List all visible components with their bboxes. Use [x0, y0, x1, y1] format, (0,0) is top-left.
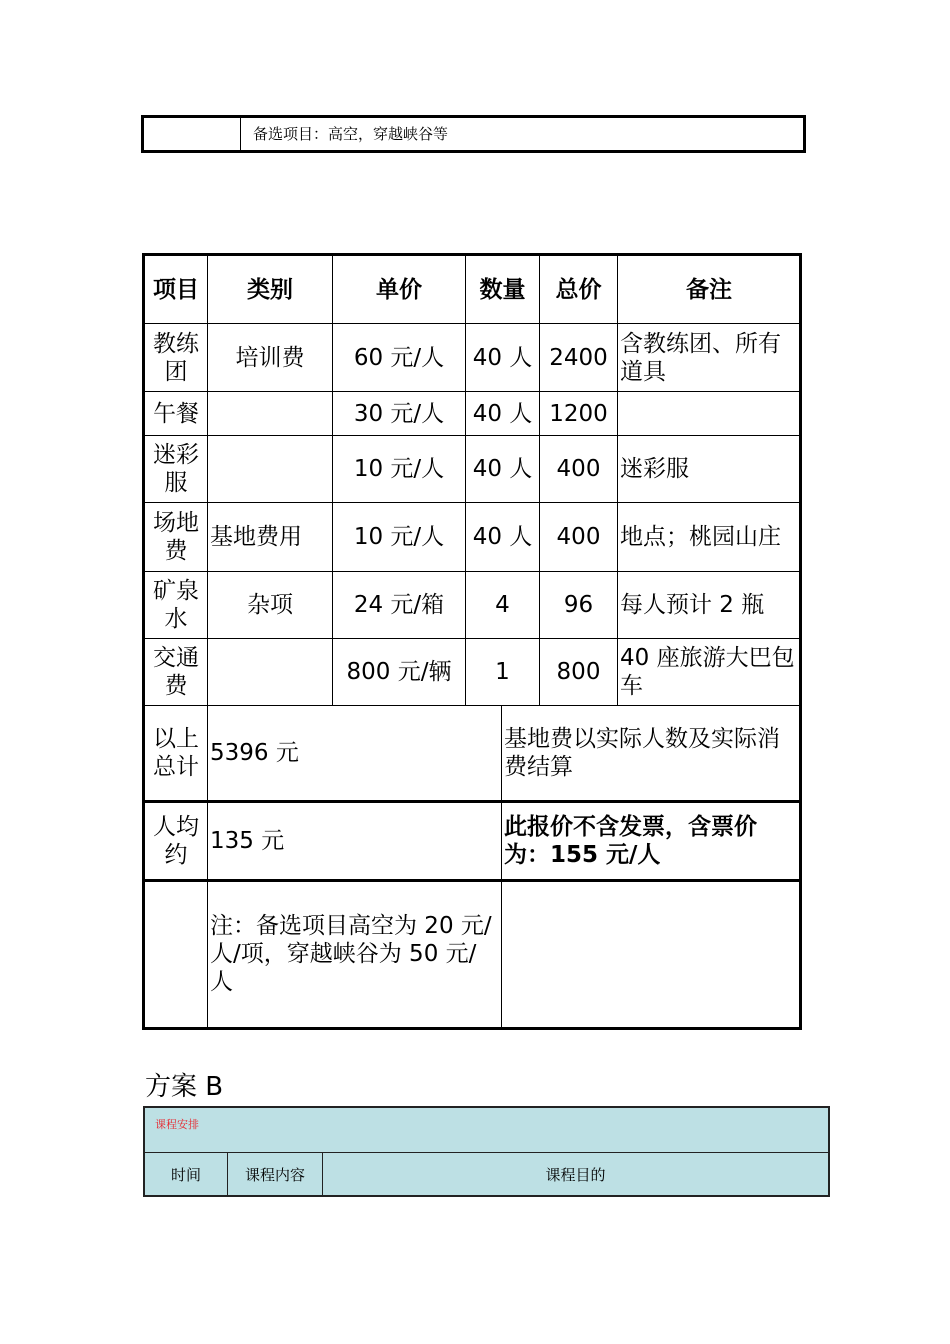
- cell-category: [207, 638, 333, 706]
- plan-b-title: 方案 B: [145, 1072, 224, 1102]
- cell-remark: 每人预计 2 瓶: [617, 571, 801, 639]
- cell-remark: 40 座旅游大巴包车: [617, 638, 801, 706]
- remark-empty-cell-right: [501, 880, 800, 1028]
- schedule-label: 课程安排: [155, 1118, 199, 1131]
- header-quantity: 数量: [465, 255, 540, 324]
- total-note: 基地费以实际人数及实际消费结算: [501, 705, 800, 803]
- cell-unit-price: 10 元/人: [332, 502, 466, 572]
- top-table-empty-cell: [141, 115, 241, 153]
- cell-quantity: 1: [465, 638, 540, 706]
- cell-item: 教练团: [144, 323, 208, 392]
- header-item: 项目: [144, 255, 208, 324]
- schedule-col-content: 课程内容: [227, 1152, 323, 1197]
- cell-category: 培训费: [207, 323, 333, 392]
- per-person-value: 135 元: [207, 802, 502, 882]
- cell-total: 2400: [539, 323, 618, 392]
- cell-quantity: 40 人: [465, 323, 540, 392]
- cell-item: 矿泉水: [144, 571, 208, 639]
- cell-category: 基地费用: [207, 502, 333, 572]
- cell-unit-price: 60 元/人: [332, 323, 466, 392]
- per-person-note: 此报价不含发票，含票价为：155 元/人: [501, 802, 800, 882]
- cell-item: 场地费: [144, 502, 208, 572]
- cell-unit-price: 24 元/箱: [332, 571, 466, 639]
- cell-quantity: 40 人: [465, 435, 540, 503]
- cell-total: 400: [539, 435, 618, 503]
- cell-category: [207, 391, 333, 436]
- cell-total: 400: [539, 502, 618, 572]
- total-label: 以上总计: [144, 705, 208, 803]
- cell-remark: 地点；桃园山庄: [617, 502, 801, 572]
- remark-empty-cell: [144, 880, 208, 1028]
- cell-item: 交通费: [144, 638, 208, 706]
- per-person-label: 人均约: [144, 802, 208, 882]
- cell-unit-price: 30 元/人: [332, 391, 466, 436]
- header-unit-price: 单价: [332, 255, 466, 324]
- cell-total: 800: [539, 638, 618, 706]
- cell-remark: [617, 391, 801, 436]
- schedule-col-time: 时间: [143, 1152, 228, 1197]
- cell-quantity: 40 人: [465, 391, 540, 436]
- remark-note: 注：备选项目高空为 20 元/人/项，穿越峡谷为 50 元/人: [207, 880, 502, 1028]
- cell-remark: 迷彩服: [617, 435, 801, 503]
- cell-category: 杂项: [207, 571, 333, 639]
- cell-category: [207, 435, 333, 503]
- cell-item: 迷彩服: [144, 435, 208, 503]
- top-table-note: 备选项目：高空，穿越峡谷等: [240, 115, 806, 153]
- header-remark: 备注: [617, 255, 801, 324]
- cell-total: 1200: [539, 391, 618, 436]
- cell-total: 96: [539, 571, 618, 639]
- cell-item: 午餐: [144, 391, 208, 436]
- cell-quantity: 4: [465, 571, 540, 639]
- cell-quantity: 40 人: [465, 502, 540, 572]
- header-total: 总价: [539, 255, 618, 324]
- header-category: 类别: [207, 255, 333, 324]
- cell-remark: 含教练团、所有道具: [617, 323, 801, 392]
- cell-unit-price: 800 元/辆: [332, 638, 466, 706]
- schedule-col-purpose: 课程目的: [322, 1152, 830, 1197]
- schedule-header-row: [143, 1106, 830, 1153]
- cell-unit-price: 10 元/人: [332, 435, 466, 503]
- total-value: 5396 元: [207, 705, 502, 803]
